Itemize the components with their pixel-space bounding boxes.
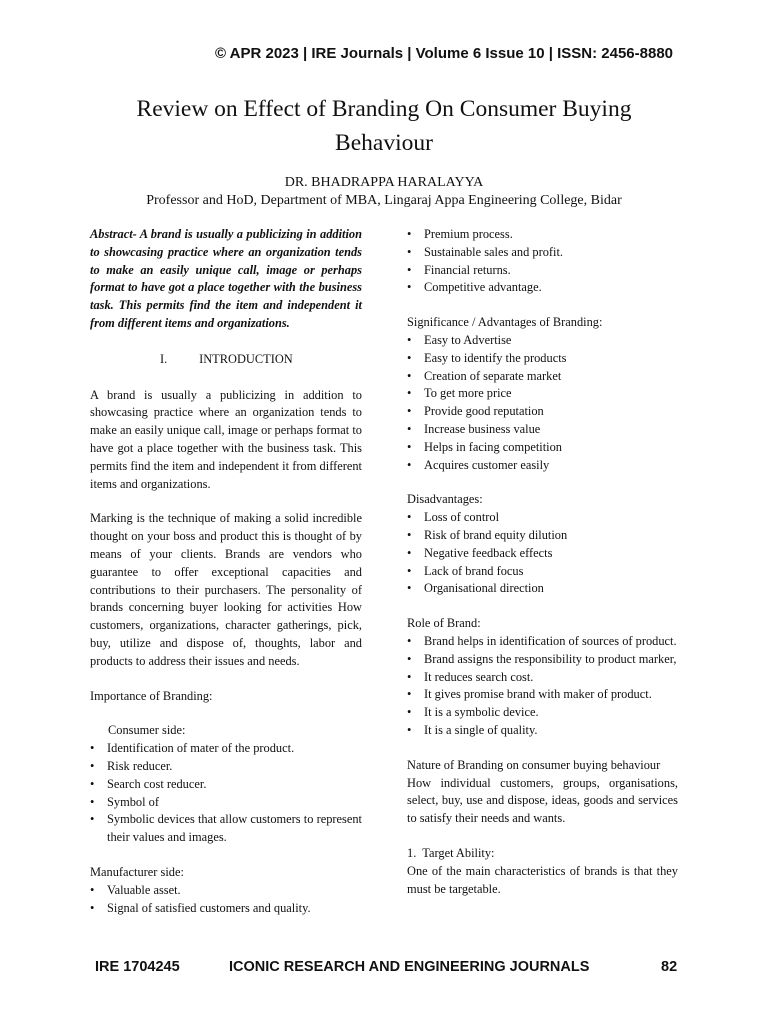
list-item: • Premium process.	[407, 226, 678, 244]
list-item: • Competitive advantage.	[407, 279, 678, 297]
list-item: • Increase business value	[407, 421, 678, 439]
author-name: DR. BHADRAPPA HARALAYYA	[284, 175, 484, 190]
list-item: • Brand assigns the responsibility to product marker,	[407, 651, 678, 669]
section-heading	[90, 351, 362, 369]
intro-paragraph-1: A brand is usually a publicizing in addition to showcasing practice where an organization tends to make an easily unique call, image or perhaps format to have got a place together with the business task. This permits find the item and independent it from different items and organizations.	[90, 387, 362, 491]
list-item: • Risk of brand equity dilution	[407, 527, 678, 545]
footer-paper-id: IRE 1704245	[95, 959, 180, 975]
section-number: I.	[160, 351, 168, 366]
list-item: • Easy to identify the products	[407, 350, 678, 368]
manufacturer-continued-list	[407, 226, 678, 297]
list-item: • Identification of mater of the product.	[90, 740, 362, 758]
manufacturer-side-list	[90, 882, 362, 918]
list-item: • Acquires customer easily	[407, 457, 678, 475]
list-item: • Financial returns.	[407, 262, 678, 280]
nature-paragraph: How individual customers, groups, organisations, select, buy, use and dispose, ideas, goods and services to satisfy their needs and wants.	[407, 775, 678, 826]
abstract: Abstract- A brand is usually a publicizing in addition to showcasing practice where an organization tends to make an easily unique call, image or perhaps format to have got a place together with the business task. This permits find the item and independent it from different items and organizations.	[90, 227, 362, 330]
paper-title: Review on Effect of Branding On Consumer Buying Behaviour	[136, 96, 632, 156]
role-list	[407, 633, 678, 740]
footer-page-number: 82	[661, 959, 678, 975]
list-item: • It is a single of quality.	[407, 722, 678, 740]
list-item: • To get more price	[407, 385, 678, 403]
author-affiliation: Professor and HoD, Department of MBA, Lingaraj Appa Engineering College, Bidar	[146, 193, 622, 208]
journal-header: © APR 2023 | IRE Journals | Volume 6 Issue 10 | ISSN: 2456-8880	[214, 45, 673, 62]
list-item: • Negative feedback effects	[407, 545, 678, 563]
section-title: INTRODUCTION	[199, 351, 293, 366]
list-item: • Symbol of	[90, 794, 362, 812]
list-item: • Organisational direction	[407, 580, 678, 598]
disadvantages-list	[407, 509, 678, 598]
disadvantages-heading: Disadvantages:	[407, 492, 483, 507]
list-item: • Lack of brand focus	[407, 563, 678, 581]
footer-journal-name: ICONIC RESEARCH AND ENGINEERING JOURNALS	[229, 959, 590, 975]
list-item: • Easy to Advertise	[407, 332, 678, 350]
list-item: • Provide good reputation	[407, 403, 678, 421]
role-heading: Role of Brand:	[407, 616, 481, 631]
significance-list	[407, 332, 678, 474]
consumer-side-list	[90, 740, 362, 847]
list-item: • It reduces search cost.	[407, 669, 678, 687]
list-item: • It is a symbolic device.	[407, 704, 678, 722]
consumer-side-heading: Consumer side:	[108, 723, 186, 738]
intro-paragraph-2: Marking is the technique of making a solid incredible thought on your boss and product this is thought of by means of your clients. Brands are vendors who guarantee to offer exceptional capacities and contributions to their purchasers. The personality of brands concerning buyer looking for activities How customers, organizations, character gatherings, pick, buy, utilize and dispose of, thoughts, labor and products to address their issues and needs.	[90, 511, 362, 668]
manufacturer-side-heading: Manufacturer side:	[90, 864, 184, 879]
importance-heading: Importance of Branding:	[90, 688, 213, 703]
list-item: • Valuable asset.	[90, 882, 362, 900]
list-item: • Search cost reducer.	[90, 776, 362, 794]
list-item: • Brand helps in identification of sources of product.	[407, 633, 678, 651]
right-column	[407, 226, 678, 898]
target-ability-heading: 1. Target Ability:	[407, 845, 495, 860]
left-column	[90, 226, 362, 917]
nature-heading: Nature of Branding on consumer buying behaviour	[407, 757, 661, 772]
list-item: • It gives promise brand with maker of product.	[407, 686, 678, 704]
significance-heading: Significance / Advantages of Branding:	[407, 315, 603, 330]
list-item: • Sustainable sales and profit.	[407, 244, 678, 262]
list-item: • Loss of control	[407, 509, 678, 527]
list-item: • Helps in facing competition	[407, 439, 678, 457]
target-ability-paragraph: One of the main characteristics of brands is that they must be targetable.	[407, 863, 678, 896]
list-item: • Signal of satisfied customers and quality.	[90, 900, 362, 918]
list-item: • Symbolic devices that allow customers to represent their values and images.	[90, 811, 362, 847]
list-item: • Creation of separate market	[407, 368, 678, 386]
list-item: • Risk reducer.	[90, 758, 362, 776]
